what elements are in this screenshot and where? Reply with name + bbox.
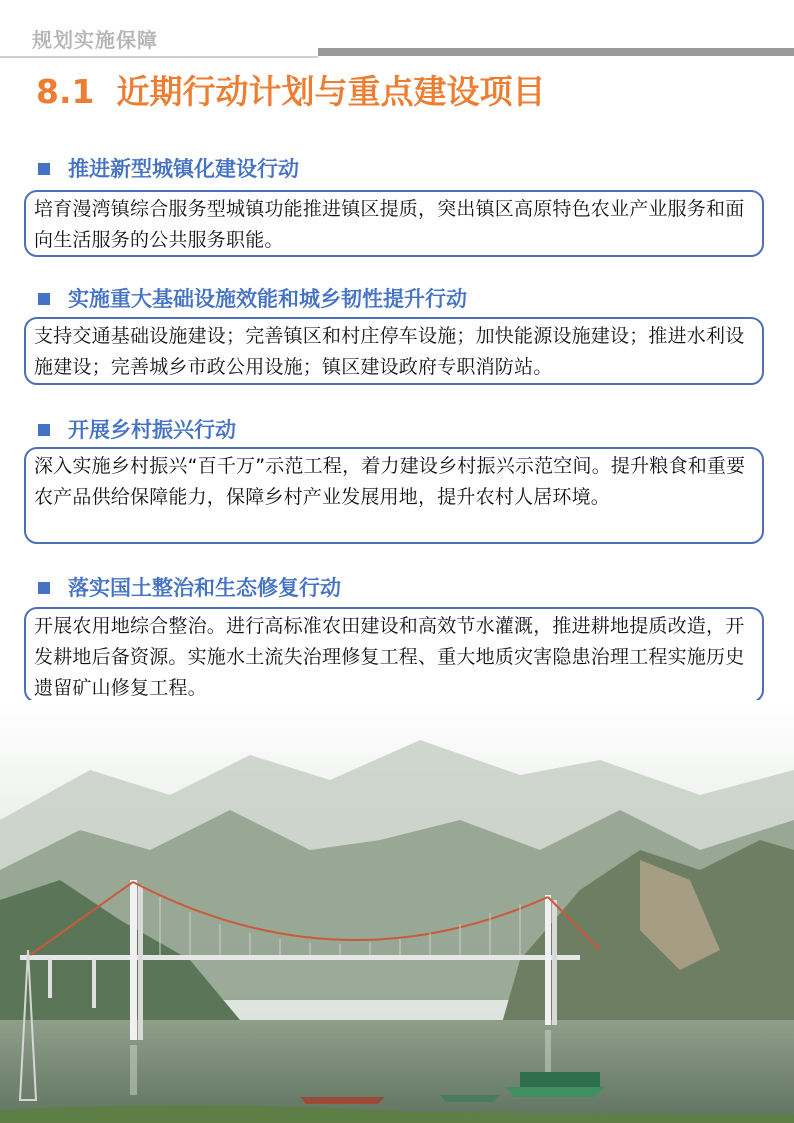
item-heading-urbanization <box>38 153 299 183</box>
landscape-bridge-photo <box>0 700 794 1123</box>
item-box-urbanization: 培育漫湾镇综合服务型城镇功能推进镇区提质，突出镇区高原特色农业产业服务和面向生活服务的公共服务职能。 <box>24 190 764 257</box>
item-heading-land-remediation <box>38 572 341 602</box>
item-heading-text: 落实国土整治和生态修复行动 <box>68 576 341 600</box>
item-box-rural-revitalization: 深入实施乡村振兴“百千万”示范工程，着力建设乡村振兴示范空间。提升粮食和重要农产品供给保障能力，保障乡村产业发展用地，提升农村人居环境。 <box>24 447 764 544</box>
header-rule-thick <box>318 48 794 56</box>
item-heading-text: 推进新型城镇化建设行动 <box>68 157 299 181</box>
item-heading-text: 实施重大基础设施效能和城乡韧性提升行动 <box>68 287 467 311</box>
item-box-infrastructure: 支持交通基础设施建设；完善镇区和村庄停车设施；加快能源设施建设；推进水利设施建设；完善城乡市政公用设施；镇区建设政府专职消防站。 <box>24 317 764 385</box>
section-title <box>36 66 545 113</box>
item-heading-text: 开展乡村振兴行动 <box>68 418 236 442</box>
square-bullet-icon <box>38 424 50 436</box>
item-heading-infrastructure <box>38 283 467 313</box>
section-title-text: 近期行动计划与重点建设项目 <box>116 72 546 111</box>
section-number: 8.1 <box>36 72 95 111</box>
item-box-land-remediation: 开展农用地综合整治。进行高标准农田建设和高效节水灌溉，推进耕地提质改造，开发耕地后备资源。实施水土流失治理修复工程、重大地质灾害隐患治理工程实施历史遗留矿山修复工程。 <box>24 607 764 703</box>
square-bullet-icon <box>38 293 50 305</box>
item-heading-rural-revitalization <box>38 414 236 444</box>
square-bullet-icon <box>38 582 50 594</box>
chapter-label: 规划实施保障 <box>32 28 158 52</box>
header-rule-thin <box>0 56 318 58</box>
square-bullet-icon <box>38 163 50 175</box>
